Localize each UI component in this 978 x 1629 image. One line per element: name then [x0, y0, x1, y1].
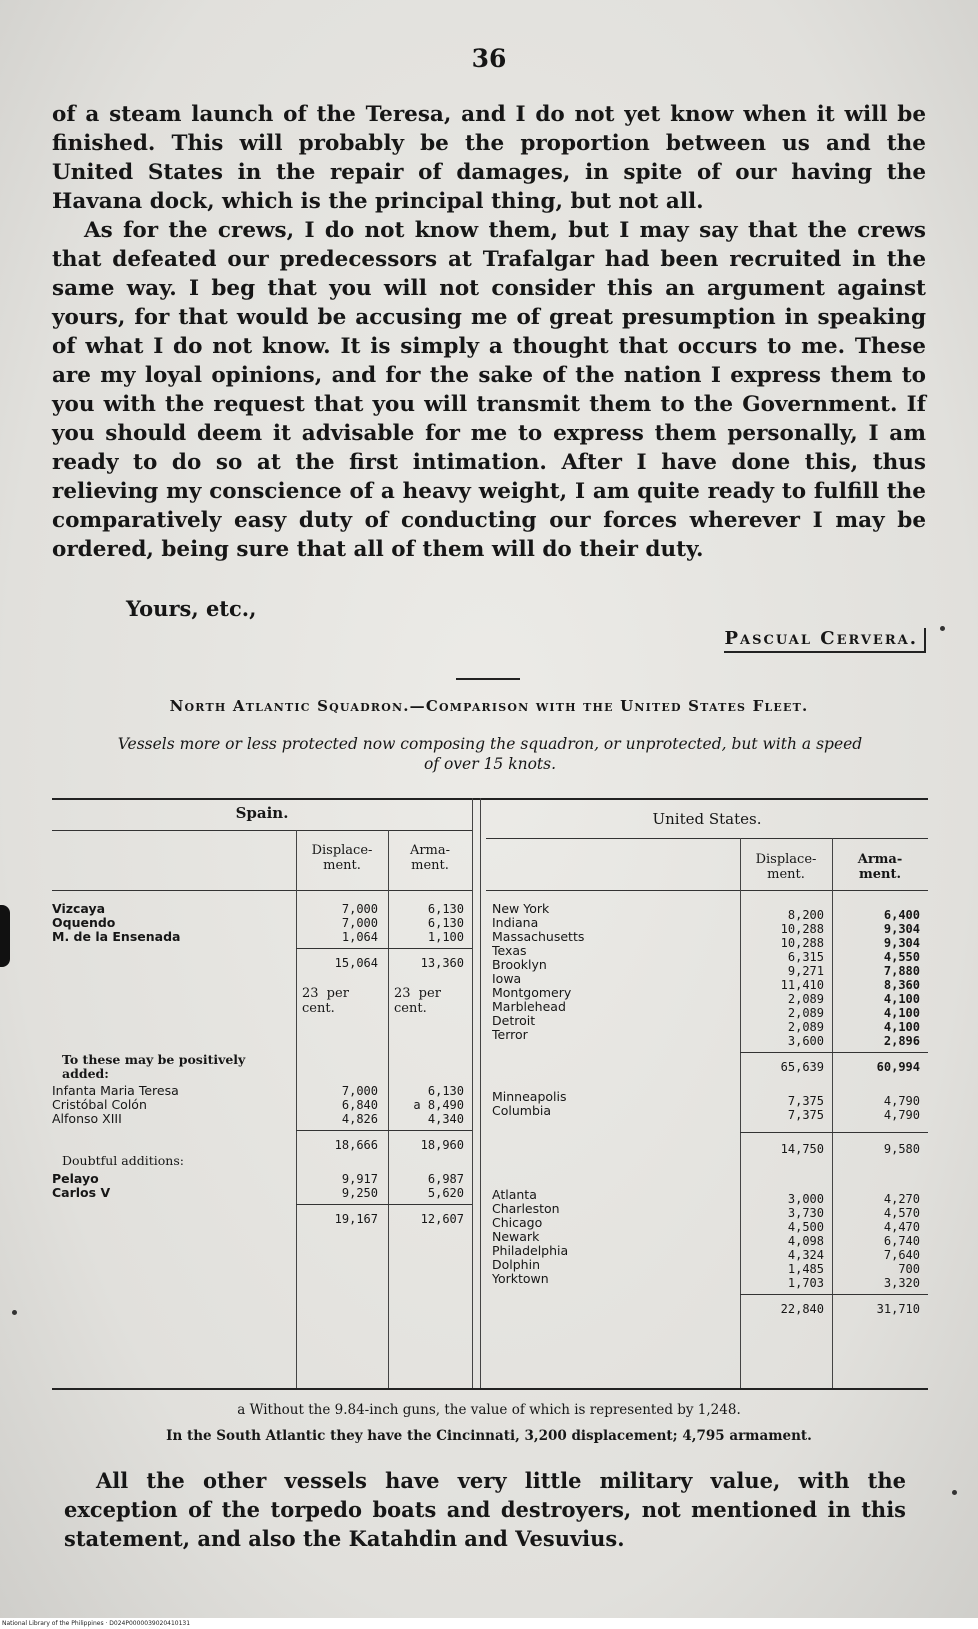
- displacement-value: 9,917: [341, 1172, 378, 1186]
- us-group2-total-displacement: [748, 1142, 824, 1156]
- armament-value: 1,100: [427, 930, 464, 944]
- ship-name: Dolphin: [492, 1258, 540, 1272]
- armament-value: 4,470: [883, 1220, 920, 1234]
- ship-name: Chicago: [492, 1216, 543, 1230]
- spain-group3-total-rule: [296, 1204, 472, 1205]
- us-colhdr-rule: [486, 890, 928, 891]
- spain-group1-total-rule: [296, 948, 472, 949]
- displacement-value: 7,375: [787, 1094, 824, 1108]
- ship-name: Marblehead: [492, 1000, 566, 1014]
- displacement-value: 2,089: [787, 1020, 824, 1034]
- spain-group2-label: To these may be positively added:: [62, 1052, 246, 1081]
- total-value: 60,994: [876, 1060, 920, 1074]
- ship-name: Infanta Maria Teresa: [52, 1084, 179, 1098]
- ship-name: Pelayo: [52, 1172, 99, 1186]
- us-group2-armament: [840, 1094, 920, 1122]
- comparison-table: [52, 798, 928, 1390]
- table-subtitle-line1: Vessels more or less protected now composing the squadron, or unprotected, but with a speed: [117, 735, 863, 753]
- spain-group2-total-displacement: [302, 1138, 378, 1152]
- ship-name: Vizcaya: [52, 902, 106, 916]
- us-group1-total-armament: [840, 1060, 920, 1074]
- scan-edge-mark: [0, 905, 10, 967]
- displacement-value: 1,064: [341, 930, 378, 944]
- displacement-value: 4,098: [787, 1234, 824, 1248]
- armament-value: 4,790: [883, 1094, 920, 1108]
- spain-group3-total-armament: [394, 1212, 464, 1226]
- us-group3-total-displacement: [748, 1302, 824, 1316]
- spain-group2-total-rule: [296, 1130, 472, 1131]
- ship-name: Indiana: [492, 916, 539, 930]
- us-group2-total-armament: [840, 1142, 920, 1156]
- displacement-value: 2,089: [787, 992, 824, 1006]
- final-paragraph-block: [64, 1466, 906, 1553]
- spain-header-rule: [52, 830, 472, 831]
- armament-value: 9,304: [883, 922, 920, 936]
- footnote-a: a Without the 9.84-inch guns, the value of which is represented by 1,248.: [237, 1402, 741, 1418]
- spain-displacement-header: Displace- ment.: [311, 843, 373, 873]
- total-value: 65,639: [780, 1060, 824, 1074]
- ship-name: Yorktown: [492, 1272, 549, 1286]
- armament-value: 6,130: [427, 1084, 464, 1098]
- paragraph-2: As for the crews, I do not know them, but I may say that the crews that defeated our predecessors at Trafalgar had been recruited in the same way. I beg that you will not consider this an argument against yours, for that would be accusing me of great presumption in speaking of what I do not know. It is simply a thought that occurs to me. These are my loyal opinions, and for the sake of the nation I express them to you with the request that you will transmit them to the Government. If you should deem it advisable for me to express them personally, I am ready to do so at the first intimation. After I have done this, thus relieving my conscience of a heavy weight, I am quite ready to fulfill the comparatively easy duty of conducting our forces wherever I may be ordered, being sure that all of them will do their duty.: [52, 218, 926, 562]
- ship-name: Brooklyn: [492, 958, 547, 972]
- ship-name: Newark: [492, 1230, 540, 1244]
- ship-name: Detroit: [492, 1014, 536, 1028]
- displacement-value: 3,730: [787, 1206, 824, 1220]
- letter-body: [52, 100, 926, 564]
- armament-value: 4,270: [883, 1192, 920, 1206]
- us-group2-names: [492, 1090, 736, 1118]
- armament-value: 6,130: [427, 902, 464, 916]
- armament-value: 4,100: [883, 1006, 920, 1020]
- spain-group1-displacement: [302, 902, 378, 944]
- armament-value: 3,320: [883, 1276, 920, 1290]
- armament-value: 4,550: [883, 950, 920, 964]
- ship-name: Alfonso XIII: [52, 1112, 122, 1126]
- spain-group3-armament: [394, 1172, 464, 1200]
- displacement-value: 1,485: [787, 1262, 824, 1276]
- spain-group3-names: [52, 1172, 288, 1200]
- displacement-value: 3,600: [787, 1034, 824, 1048]
- signature: Pascual Cervera.: [724, 628, 926, 653]
- armament-value: 5,620: [427, 1186, 464, 1200]
- armament-value: 8,360: [883, 978, 920, 992]
- armament-value: 4,100: [883, 992, 920, 1006]
- ship-name: Carlos V: [52, 1186, 111, 1200]
- spain-group1-total-armament: [394, 956, 464, 970]
- footnote-south-atlantic: In the South Atlantic they have the Cincinnati, 3,200 displacement; 4,795 armament.: [166, 1428, 812, 1444]
- armament-value: 2,896: [883, 1034, 920, 1048]
- scan-footer: National Library of the Philippines · D024P0000039020410131: [0, 1618, 978, 1629]
- displacement-value: 6,315: [787, 950, 824, 964]
- spain-group3-displacement: [302, 1172, 378, 1200]
- total-value: 9,580: [883, 1142, 920, 1156]
- ship-name: Charleston: [492, 1202, 560, 1216]
- us-group1-displacement: [748, 908, 824, 1048]
- displacement-value: 7,375: [787, 1108, 824, 1122]
- armament-value: 4,100: [883, 1020, 920, 1034]
- armament-value: 9,304: [883, 936, 920, 950]
- us-header-rule: [486, 838, 928, 839]
- ship-name: Cristóbal Colón: [52, 1098, 147, 1112]
- spain-group2-displacement: [302, 1084, 378, 1126]
- armament-value: 6,987: [427, 1172, 464, 1186]
- armament-value: 6,740: [883, 1234, 920, 1248]
- spain-header: Spain.: [235, 804, 289, 822]
- table-subtitle: [50, 734, 930, 774]
- us-armament-header: Arma- ment.: [857, 852, 903, 882]
- ship-name: New York: [492, 902, 550, 916]
- displacement-value: 1,703: [787, 1276, 824, 1290]
- spain-group1-total-displacement: [302, 956, 378, 970]
- us-group1-armament: [840, 908, 920, 1048]
- displacement-value: 10,288: [780, 922, 824, 936]
- spain-group2-armament: [394, 1084, 464, 1126]
- closing: Yours, etc.,: [126, 596, 257, 621]
- us-group3-names: [492, 1188, 736, 1286]
- displacement-value: 9,250: [341, 1186, 378, 1200]
- us-header: United States.: [652, 810, 762, 828]
- table-bottom-rule: [52, 1388, 928, 1390]
- armament-value: 7,880: [883, 964, 920, 978]
- us-group1-total-rule: [740, 1052, 928, 1053]
- spain-group1-armament: [394, 902, 464, 944]
- ship-name: Philadelphia: [492, 1244, 569, 1258]
- spain-group1-percent-armament: 23 per cent.: [394, 986, 441, 1016]
- us-group2-total-rule: [740, 1132, 928, 1133]
- total-value: 14,750: [780, 1142, 824, 1156]
- spain-group2-names: [52, 1084, 288, 1126]
- spain-group1-names: [52, 902, 288, 944]
- spain-group2-total-armament: [394, 1138, 464, 1152]
- us-displacement-header: Displace- ment.: [755, 852, 817, 882]
- armament-value: 6,400: [883, 908, 920, 922]
- scan-speck: [952, 1490, 957, 1495]
- displacement-value: 9,271: [787, 964, 824, 978]
- displacement-value: 8,200: [787, 908, 824, 922]
- ship-name: Minneapolis: [492, 1090, 567, 1104]
- armament-value: 4,790: [883, 1108, 920, 1122]
- total-value: 18,666: [334, 1138, 378, 1152]
- spain-us-divider-b: [480, 798, 481, 1388]
- ship-name: Massachusetts: [492, 930, 585, 944]
- total-value: 15,064: [334, 956, 378, 970]
- us-group3-total-rule: [740, 1294, 928, 1295]
- spain-col-divider-1: [296, 830, 297, 1388]
- displacement-value: 4,500: [787, 1220, 824, 1234]
- displacement-value: 7,000: [341, 902, 378, 916]
- ship-name: Atlanta: [492, 1188, 537, 1202]
- spain-group3-total-displacement: [302, 1212, 378, 1226]
- total-value: 31,710: [876, 1302, 920, 1316]
- displacement-value: 10,288: [780, 936, 824, 950]
- us-group2-displacement: [748, 1094, 824, 1122]
- us-group1-total-displacement: [748, 1060, 824, 1074]
- displacement-value: 3,000: [787, 1192, 824, 1206]
- us-col-divider-1: [740, 838, 741, 1388]
- displacement-value: 7,000: [341, 1084, 378, 1098]
- scan-speck: [940, 626, 945, 631]
- armament-value: 4,570: [883, 1206, 920, 1220]
- ship-name: Texas: [492, 944, 527, 958]
- ship-name: Columbia: [492, 1104, 552, 1118]
- armament-value: 7,640: [883, 1248, 920, 1262]
- us-group3-armament: [840, 1192, 920, 1290]
- spain-colhdr-rule: [52, 890, 472, 891]
- armament-value: a 8,490: [413, 1098, 464, 1112]
- page-number: 36: [471, 44, 507, 73]
- section-divider: [456, 678, 520, 680]
- final-paragraph: All the other vessels have very little military value, with the exception of the torpedo boats and destroyers, not mentioned in this statement, and also the Katahdin and Vesuvius.: [64, 1468, 906, 1551]
- ship-name: M. de la Ensenada: [52, 930, 181, 944]
- total-value: 19,167: [334, 1212, 378, 1226]
- ship-name: Oquendo: [52, 916, 116, 930]
- displacement-value: 6,840: [341, 1098, 378, 1112]
- spain-armament-header: Arma- ment.: [409, 843, 451, 873]
- total-value: 12,607: [420, 1212, 464, 1226]
- displacement-value: 11,410: [780, 978, 824, 992]
- displacement-value: 2,089: [787, 1006, 824, 1020]
- armament-value: 700: [898, 1262, 920, 1276]
- spain-group1-percent-displacement: 23 per cent.: [302, 986, 349, 1016]
- us-group3-displacement: [748, 1192, 824, 1290]
- displacement-value: 7,000: [341, 916, 378, 930]
- table-top-rule: [52, 798, 928, 800]
- us-col-divider-2: [832, 838, 833, 1388]
- ship-name: Terror: [492, 1028, 528, 1042]
- us-group1-names: [492, 902, 736, 1042]
- us-group3-total-armament: [840, 1302, 920, 1316]
- paragraph-1: of a steam launch of the Teresa, and I do not yet know when it will be finished. This will probably be the proportion between us and the United States in the repair of damages, in spite of our having the Havana dock, which is the principal thing, but not all.: [52, 102, 926, 214]
- total-value: 22,840: [780, 1302, 824, 1316]
- table-subtitle-line2: of over 15 knots.: [423, 755, 557, 773]
- armament-value: 4,340: [427, 1112, 464, 1126]
- spain-col-divider-2: [388, 830, 389, 1388]
- total-value: 18,960: [420, 1138, 464, 1152]
- armament-value: 6,130: [427, 916, 464, 930]
- ship-name: Iowa: [492, 972, 522, 986]
- total-value: 13,360: [420, 956, 464, 970]
- displacement-value: 4,324: [787, 1248, 824, 1262]
- spain-us-divider-a: [472, 798, 473, 1388]
- scan-speck: [12, 1310, 17, 1315]
- table-title: North Atlantic Squadron.—Comparison with the United States Fleet.: [169, 697, 809, 715]
- spain-group3-label: Doubtful additions:: [62, 1153, 184, 1168]
- displacement-value: 4,826: [341, 1112, 378, 1126]
- ship-name: Montgomery: [492, 986, 572, 1000]
